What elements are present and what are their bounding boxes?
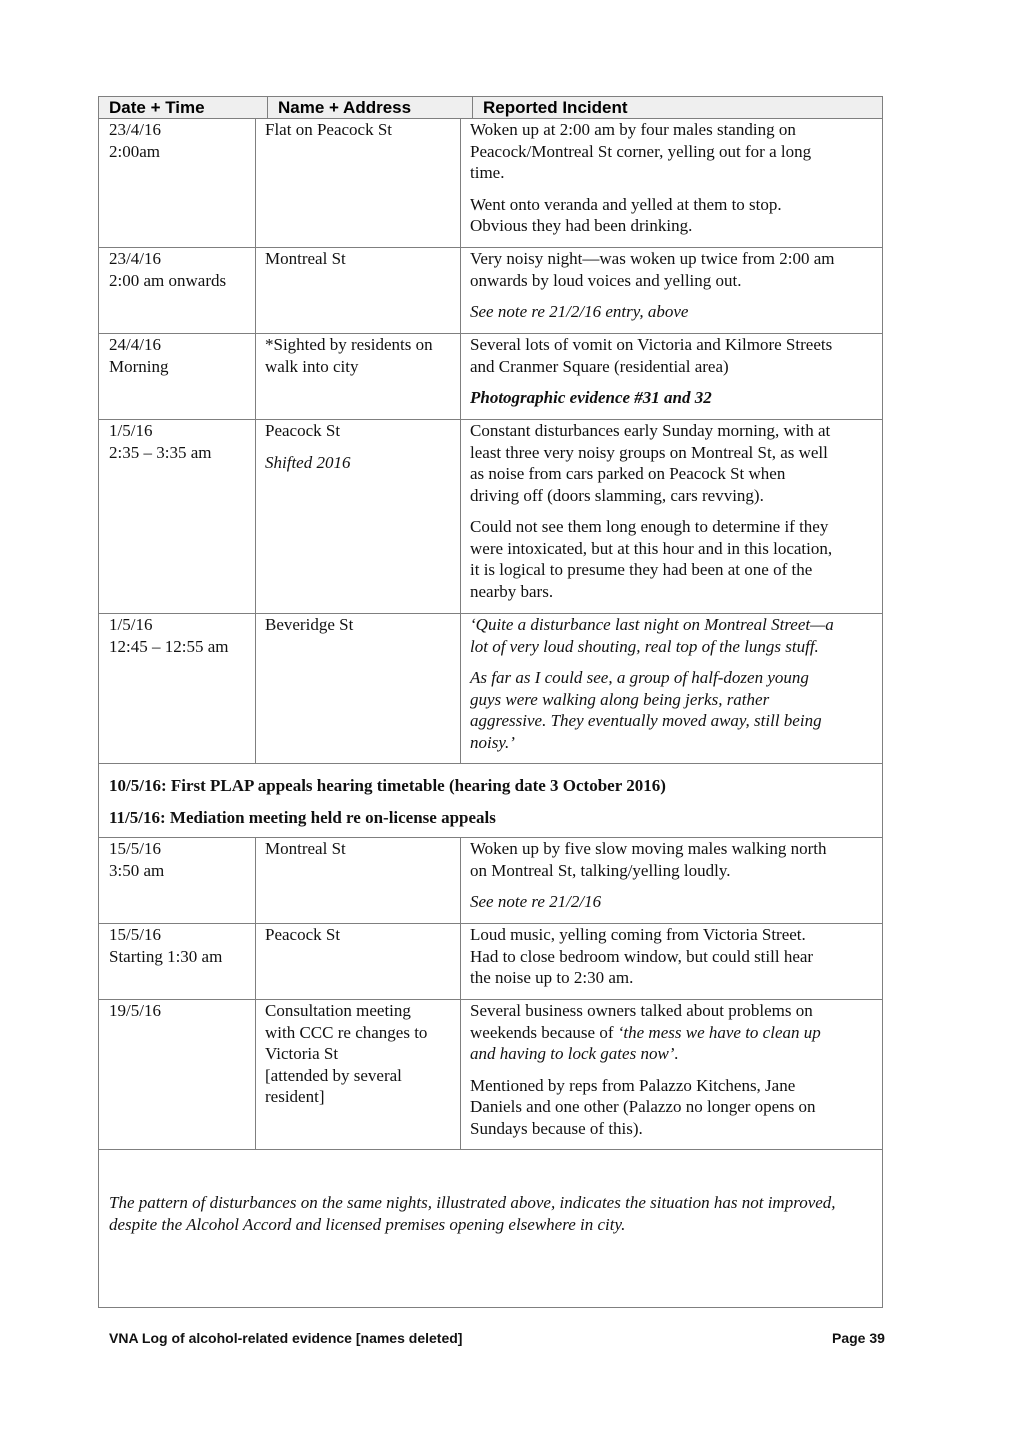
- time-text: 2:00am: [109, 141, 160, 161]
- incident-line: Constant disturbances early Sunday morning, with at: [470, 421, 831, 440]
- date-cell: [109, 924, 254, 967]
- incident-line: Several lots of vomit on Victoria and Kilmore Streets: [470, 335, 833, 354]
- incident-quote-fragment: ‘the mess we have to clean up: [617, 1022, 821, 1042]
- name-address-cell: [265, 614, 458, 636]
- table-row: [99, 334, 882, 420]
- date-text: 23/4/16: [109, 249, 161, 268]
- incident-line: See note re 21/2/16 entry, above: [470, 302, 689, 321]
- incident-line: and Cranmer Square (residential area): [470, 356, 729, 376]
- incident-cell: [470, 924, 878, 989]
- address-text: Montreal St: [265, 249, 346, 268]
- incident-line: See note re 21/2/16: [470, 892, 602, 911]
- incident-line: Daniels and one other (Palazzo no longer opens on: [470, 1097, 816, 1116]
- incident-line: aggressive. They eventually moved away, still being: [470, 711, 822, 730]
- date-text: 19/5/16: [109, 1001, 161, 1020]
- incident-line: noisy.’: [470, 732, 515, 752]
- incident-line: Loud music, yelling coming from Victoria Street.: [470, 925, 806, 944]
- incident-quote: [470, 667, 878, 753]
- incident-line: Peacock/Montreal St corner, yelling out for a long: [470, 141, 812, 161]
- date-cell: [109, 614, 254, 657]
- photographic-evidence-note: [470, 387, 878, 409]
- incident-line: nearby bars.: [470, 581, 554, 601]
- incident-line: Obvious they had been drinking.: [470, 216, 693, 235]
- incident-note: [470, 891, 878, 913]
- incident-cell: [470, 119, 878, 237]
- table-header: [99, 97, 882, 119]
- date-text: 1/5/16: [109, 421, 153, 440]
- incident-paragraph: [470, 1075, 878, 1140]
- incident-line: Went onto veranda and yelled at them to stop.: [470, 194, 782, 214]
- name-address-cell: [265, 334, 458, 377]
- header-divider: [267, 97, 268, 118]
- incident-line: Could not see them long enough to determine if they: [470, 517, 829, 536]
- name-address-cell: [265, 924, 458, 946]
- date-cell: [109, 119, 254, 162]
- time-text: 2:00 am onwards: [109, 270, 227, 290]
- incident-cell: [470, 838, 878, 913]
- incident-line: on Montreal St, talking/yelling loudly.: [470, 860, 731, 880]
- address-note: Shifted 2016: [265, 452, 351, 472]
- time-text: Starting 1:30 am: [109, 946, 223, 966]
- address-text: resident]: [265, 1087, 325, 1106]
- incident-paragraph: [470, 334, 878, 377]
- address-text: Peacock St: [265, 421, 341, 440]
- incident-paragraph: [470, 838, 878, 881]
- name-address-cell: [265, 420, 458, 473]
- incident-paragraph: [470, 516, 878, 602]
- incident-cell: [470, 248, 878, 323]
- incident-line: and having to lock gates now’.: [470, 1044, 679, 1063]
- date-text: 1/5/16: [109, 615, 153, 634]
- name-address-cell: [265, 838, 458, 860]
- incident-line: as noise from cars parked on Peacock St when: [470, 464, 786, 483]
- incident-log-table: [98, 96, 883, 1308]
- address-text: Beveridge St: [265, 615, 354, 634]
- header-name-address: Name + Address: [278, 98, 412, 117]
- incident-paragraph: [470, 248, 878, 291]
- incident-cell: [470, 1000, 878, 1139]
- incident-line: Photographic evidence #31 and 32: [470, 388, 712, 407]
- incident-line: it is logical to presume they had been at one of the: [470, 560, 813, 579]
- address-text: Consultation meeting: [265, 1001, 411, 1020]
- page-number: Page 39: [832, 1330, 885, 1346]
- incident-cell: [470, 334, 878, 409]
- incident-line: least three very noisy groups on Montreal St, as well: [470, 442, 828, 462]
- date-text: 15/5/16: [109, 925, 161, 944]
- incident-line: Woken up by five slow moving males walking north: [470, 839, 827, 858]
- table-row: [99, 838, 882, 924]
- address-text: Montreal St: [265, 839, 346, 858]
- incident-line: ‘Quite a disturbance last night on Montreal Street—a: [470, 615, 834, 634]
- name-address-cell: [265, 119, 458, 141]
- incident-line: As far as I could see, a group of half-dozen young: [470, 668, 809, 687]
- table-row: [99, 924, 882, 1000]
- timeline-note: 10/5/16: First PLAP appeals hearing timetable (hearing date 3 October 2016): [109, 776, 666, 795]
- header-reported-incident: Reported Incident: [483, 98, 628, 117]
- address-text: Peacock St: [265, 925, 341, 944]
- date-cell: [109, 1000, 254, 1022]
- incident-cell: [470, 614, 878, 753]
- address-text: Flat on Peacock St: [265, 120, 393, 139]
- address-text: *Sighted by residents on: [265, 335, 433, 354]
- date-cell: [109, 420, 254, 463]
- time-text: 12:45 – 12:55 am: [109, 636, 229, 656]
- incident-line: Very noisy night—was woken up twice from 2:00 am: [470, 249, 835, 268]
- incident-line: Had to close bedroom window, but could still hear: [470, 946, 814, 966]
- incident-note: [470, 301, 878, 323]
- incident-line: onwards by loud voices and yelling out.: [470, 270, 742, 290]
- timeline-note: 11/5/16: Mediation meeting held re on-license appeals: [109, 808, 496, 827]
- time-text: Morning: [109, 356, 169, 376]
- date-cell: [109, 248, 254, 291]
- incident-paragraph: [470, 924, 878, 989]
- date-cell: [109, 838, 254, 881]
- incident-line: guys were walking along being jerks, rather: [470, 689, 770, 709]
- time-text: 2:35 – 3:35 am: [109, 442, 212, 462]
- date-text: 15/5/16: [109, 839, 161, 858]
- header-divider: [472, 97, 473, 118]
- incident-paragraph: [470, 420, 878, 506]
- address-text: [attended by several: [265, 1065, 402, 1085]
- incident-line: lot of very loud shouting, real top of the lungs stuff.: [470, 636, 819, 656]
- address-text: Victoria St: [265, 1044, 339, 1063]
- table-row: [99, 119, 882, 248]
- incident-quote: [470, 614, 878, 657]
- address-text: walk into city: [265, 356, 359, 376]
- table-row: [99, 248, 882, 334]
- name-address-cell: [265, 1000, 458, 1108]
- incident-paragraph: [470, 119, 878, 184]
- address-text: with CCC re changes to: [265, 1022, 428, 1042]
- incident-line: Woken up at 2:00 am by four males standing on: [470, 120, 796, 139]
- incident-line: driving off (doors slamming, cars revving).: [470, 485, 764, 505]
- header-date-time: Date + Time: [109, 98, 205, 117]
- date-cell: [109, 334, 254, 377]
- incident-line: time.: [470, 163, 505, 182]
- incident-line: [470, 1022, 878, 1044]
- table-row: [99, 614, 882, 764]
- incident-line: Sundays because of this).: [470, 1118, 643, 1138]
- incident-paragraph: [470, 1000, 878, 1065]
- incident-line: were intoxicated, but at this hour and in this location,: [470, 538, 833, 558]
- time-text: 3:50 am: [109, 860, 165, 880]
- table-row: [99, 1000, 882, 1150]
- table-row: [99, 420, 882, 614]
- incident-line: Several business owners talked about problems on: [470, 1001, 813, 1020]
- incident-line-text: weekends because of: [470, 1022, 614, 1042]
- incident-line: Mentioned by reps from Palazzo Kitchens, Jane: [470, 1075, 796, 1095]
- summary-row: [99, 1150, 882, 1307]
- incident-cell: [470, 420, 878, 602]
- date-text: 24/4/16: [109, 335, 161, 354]
- incident-paragraph: [470, 194, 878, 237]
- timeline-notes-row: [99, 764, 882, 838]
- footer-title: VNA Log of alcohol-related evidence [names deleted]: [109, 1330, 463, 1346]
- incident-line: the noise up to 2:30 am.: [470, 968, 634, 987]
- name-address-cell: [265, 248, 458, 270]
- summary-text: The pattern of disturbances on the same nights, illustrated above, indicates the situation has not improved, despite the Alcohol Accord and licensed premises opening elsewhere in city.: [109, 1193, 836, 1234]
- date-text: 23/4/16: [109, 120, 161, 139]
